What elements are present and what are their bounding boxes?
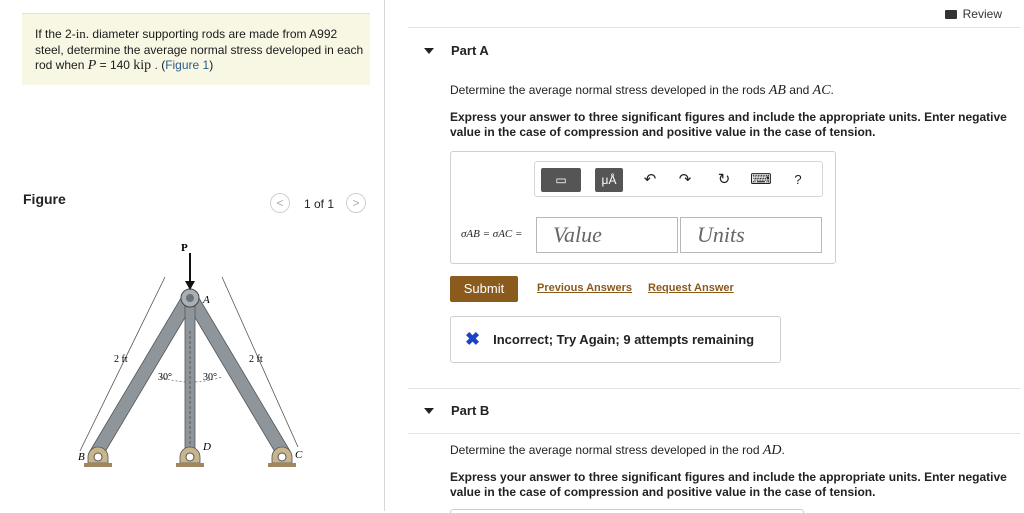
- request-answer-link[interactable]: Request Answer: [648, 282, 734, 294]
- label-d: D: [203, 441, 211, 453]
- templates-button[interactable]: [541, 168, 581, 192]
- math-toolbar: [534, 161, 823, 197]
- label-angle-left: 30°: [158, 372, 172, 383]
- support-b: [84, 447, 112, 467]
- undo-icon[interactable]: ↶: [643, 171, 657, 188]
- value-input[interactable]: Value: [536, 217, 678, 253]
- problem-statement: [22, 13, 370, 85]
- review-link[interactable]: Review: [945, 7, 1002, 21]
- previous-answers-link[interactable]: Previous Answers: [537, 282, 632, 294]
- pin-a-inner: [186, 294, 194, 302]
- units-button[interactable]: μÅ: [595, 168, 623, 192]
- label-len-right: 2 ft: [249, 354, 263, 365]
- part-b-subrule: [408, 433, 1020, 434]
- label-a: A: [203, 294, 210, 306]
- collapse-icon: [424, 408, 434, 414]
- figure-prev-button[interactable]: <: [270, 193, 290, 213]
- help-icon[interactable]: ?: [794, 172, 802, 187]
- problem-text: If the 2-in. diameter supporting rods are made from A992 steel, determine the average normal stress developed in each rod when P = 140 kip . (Figure 1): [35, 26, 364, 73]
- load-arrowhead: [185, 281, 195, 290]
- part-b-answer-box: [450, 509, 804, 513]
- part-a-rule: [408, 27, 1020, 28]
- redo-icon[interactable]: ↷: [678, 171, 692, 188]
- part-b-instructions: Express your answer to three significant figures and include the appropriate units. Enter negative value in the case of compression and positive value in the case of tension.: [450, 470, 1007, 499]
- label-len-left: 2 ft: [114, 354, 128, 365]
- units-input[interactable]: Units: [680, 217, 822, 253]
- truss-figure: [60, 235, 320, 511]
- reset-icon[interactable]: ↻: [717, 171, 731, 188]
- part-a-prompt: Determine the average normal stress developed in the rods AB and AC.: [450, 83, 834, 98]
- figure-pager: 1 of 1: [304, 197, 335, 211]
- rod-ac: [184, 293, 290, 457]
- feedback-banner: [450, 316, 781, 363]
- incorrect-icon: ✖: [465, 329, 481, 349]
- figure-next-button[interactable]: >: [346, 193, 366, 213]
- rod-ab: [90, 293, 196, 457]
- part-a-instructions: Express your answer to three significant figures and include the appropriate units. Enter negative value in the case of compression and positive value in the case of tension.: [450, 110, 1007, 139]
- part-b-rule: [408, 388, 1020, 389]
- panel-divider: [384, 0, 385, 511]
- book-icon: [945, 10, 957, 19]
- label-c: C: [295, 449, 303, 461]
- label-b: B: [78, 451, 85, 463]
- support-d: [176, 447, 204, 467]
- label-angle-right: 30°: [203, 372, 217, 383]
- answer-box: [450, 151, 836, 264]
- answer-label: σAB = σAC =: [461, 228, 523, 240]
- part-b-header[interactable]: Part B: [424, 403, 489, 418]
- submit-button[interactable]: Submit: [450, 276, 518, 302]
- label-p: P: [181, 242, 188, 254]
- part-b-prompt: Determine the average normal stress developed in the rod AD.: [450, 443, 785, 458]
- part-a-header[interactable]: Part A: [424, 43, 489, 58]
- feedback-text: Incorrect; Try Again; 9 attempts remaining: [493, 332, 755, 347]
- support-c: [268, 447, 296, 467]
- templates-icon: ▭: [555, 173, 567, 187]
- collapse-icon: [424, 48, 434, 54]
- figure-heading: Figure: [23, 191, 66, 207]
- keyboard-icon[interactable]: ⌨: [750, 171, 772, 188]
- figure-link[interactable]: Figure 1: [165, 58, 210, 72]
